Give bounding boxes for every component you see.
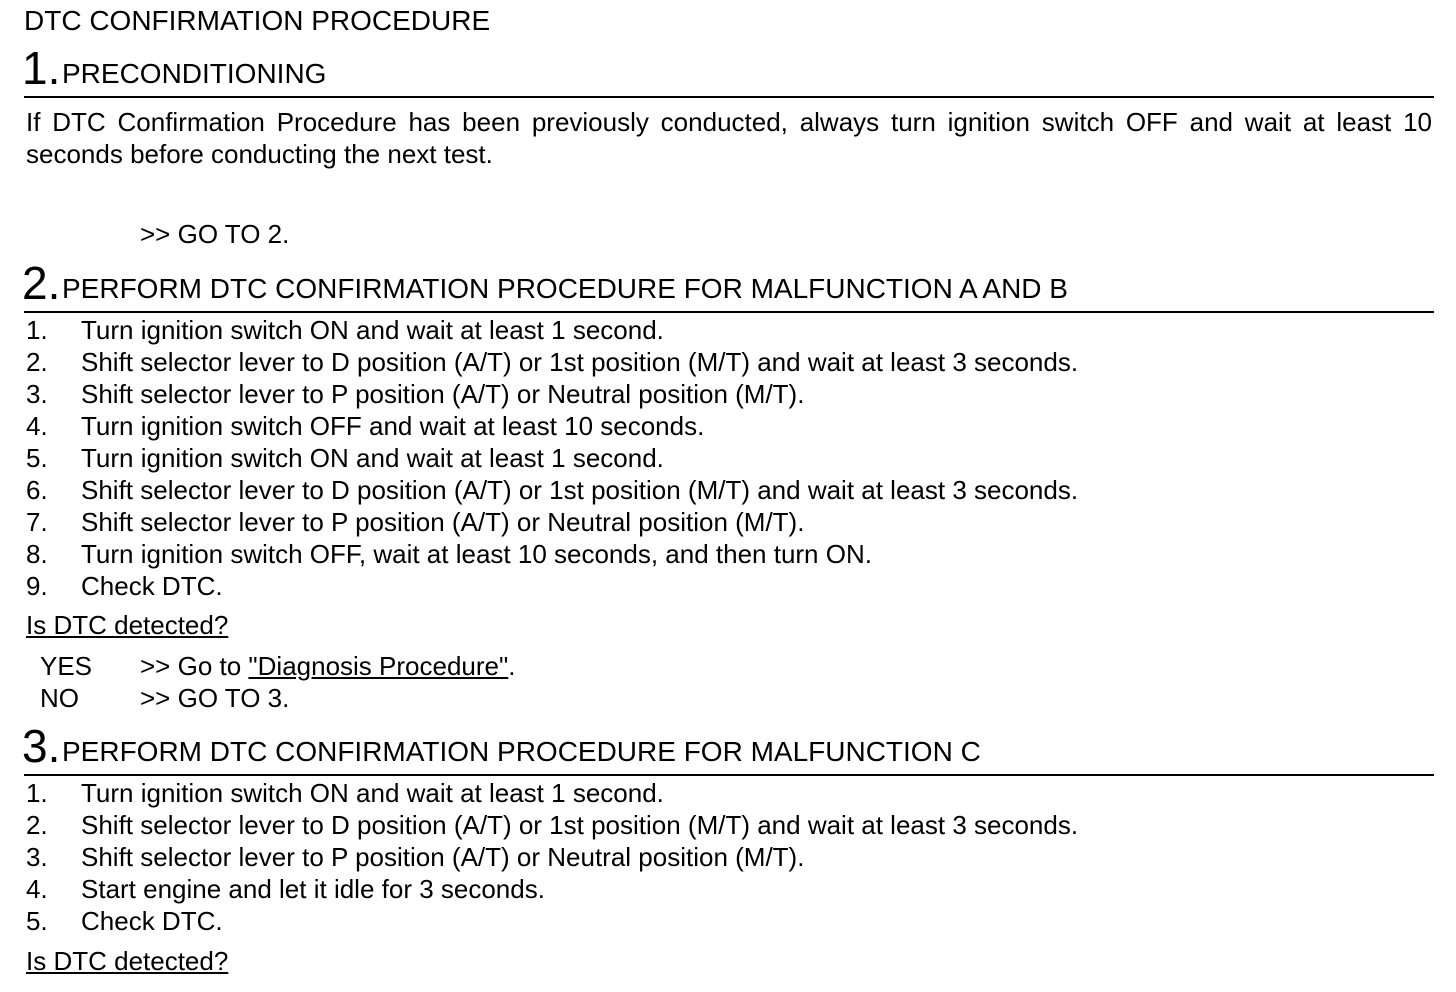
list-item-number: 4. <box>26 411 48 441</box>
list-item-text: Shift selector lever to P position (A/T) or Neutral position (M/T). <box>81 842 805 872</box>
list-item-text: Turn ignition switch ON and wait at least 1 second. <box>81 315 664 345</box>
list-item-text: Start engine and let it idle for 3 seconds. <box>81 874 545 904</box>
step-1-paragraph: If DTC Confirmation Procedure has been previously conducted, always turn ignition switch OFF and wait at least 10 seconds before conducting the next test. <box>26 107 1432 169</box>
list-item-number: 6. <box>26 475 48 505</box>
answer-yes-key: YES <box>40 651 93 681</box>
list-item-text: Check DTC. <box>81 906 223 936</box>
step-3-number: 3. <box>22 720 61 772</box>
list-item-number: 5. <box>26 906 48 936</box>
answer-no-action: >> GO TO 3. <box>140 683 290 713</box>
list-item-number: 1. <box>26 315 48 345</box>
step-3-title: PERFORM DTC CONFIRMATION PROCEDURE FOR MALFUNCTION C <box>62 736 981 767</box>
step-2-answer-no <box>40 682 940 714</box>
list-item-number: 3. <box>26 842 48 872</box>
step-1-number: 1. <box>22 42 61 94</box>
step-1-header <box>24 42 1434 98</box>
answer-yes-suffix: . <box>508 651 516 681</box>
list-item-text: Shift selector lever to D position (A/T) or 1st position (M/T) and wait at least 3 seconds. <box>81 810 1079 840</box>
step-2-number: 2. <box>22 257 61 309</box>
step-1-goto: >> GO TO 2. <box>140 219 290 249</box>
list-item-number: 2. <box>26 810 48 840</box>
list-item-text: Shift selector lever to P position (A/T) or Neutral position (M/T). <box>81 507 805 537</box>
step-1-title: PRECONDITIONING <box>62 58 327 89</box>
step-2-header <box>24 257 1434 313</box>
list-item-text: Check DTC. <box>81 571 223 601</box>
document-title: DTC CONFIRMATION PROCEDURE <box>24 5 491 36</box>
list-item-text: Turn ignition switch ON and wait at least 1 second. <box>81 443 664 473</box>
list-item-text: Shift selector lever to D position (A/T) or 1st position (M/T) and wait at least 3 seconds. <box>81 475 1079 505</box>
step-3-header <box>24 720 1434 776</box>
list-item-text: Turn ignition switch OFF and wait at least 10 seconds. <box>81 411 705 441</box>
diagnosis-procedure-link[interactable]: "Diagnosis Procedure" <box>248 651 509 681</box>
list-item-text: Turn ignition switch ON and wait at least 1 second. <box>81 778 664 808</box>
step-2-title: PERFORM DTC CONFIRMATION PROCEDURE FOR MALFUNCTION A AND B <box>62 273 1068 304</box>
list-item-number: 1. <box>26 778 48 808</box>
list-item-text: Shift selector lever to P position (A/T) or Neutral position (M/T). <box>81 379 805 409</box>
list-item-number: 3. <box>26 379 48 409</box>
list-item-number: 9. <box>26 571 48 601</box>
list-item-text: Shift selector lever to D position (A/T) or 1st position (M/T) and wait at least 3 seconds. <box>81 347 1079 377</box>
list-item-number: 5. <box>26 443 48 473</box>
answer-yes-action <box>140 650 515 682</box>
list-item-number: 4. <box>26 874 48 904</box>
answer-no-key: NO <box>40 683 79 713</box>
document-page <box>24 0 1434 992</box>
list-item-number: 7. <box>26 507 48 537</box>
list-item-number: 2. <box>26 347 48 377</box>
list-item-text: Turn ignition switch OFF, wait at least 10 seconds, and then turn ON. <box>81 539 872 569</box>
step-3-question: Is DTC detected? <box>26 946 229 976</box>
list-item-number: 8. <box>26 539 48 569</box>
step-2-question: Is DTC detected? <box>26 610 229 640</box>
step-2-answer-yes <box>40 650 940 682</box>
answer-yes-prefix: >> Go to <box>140 651 249 681</box>
